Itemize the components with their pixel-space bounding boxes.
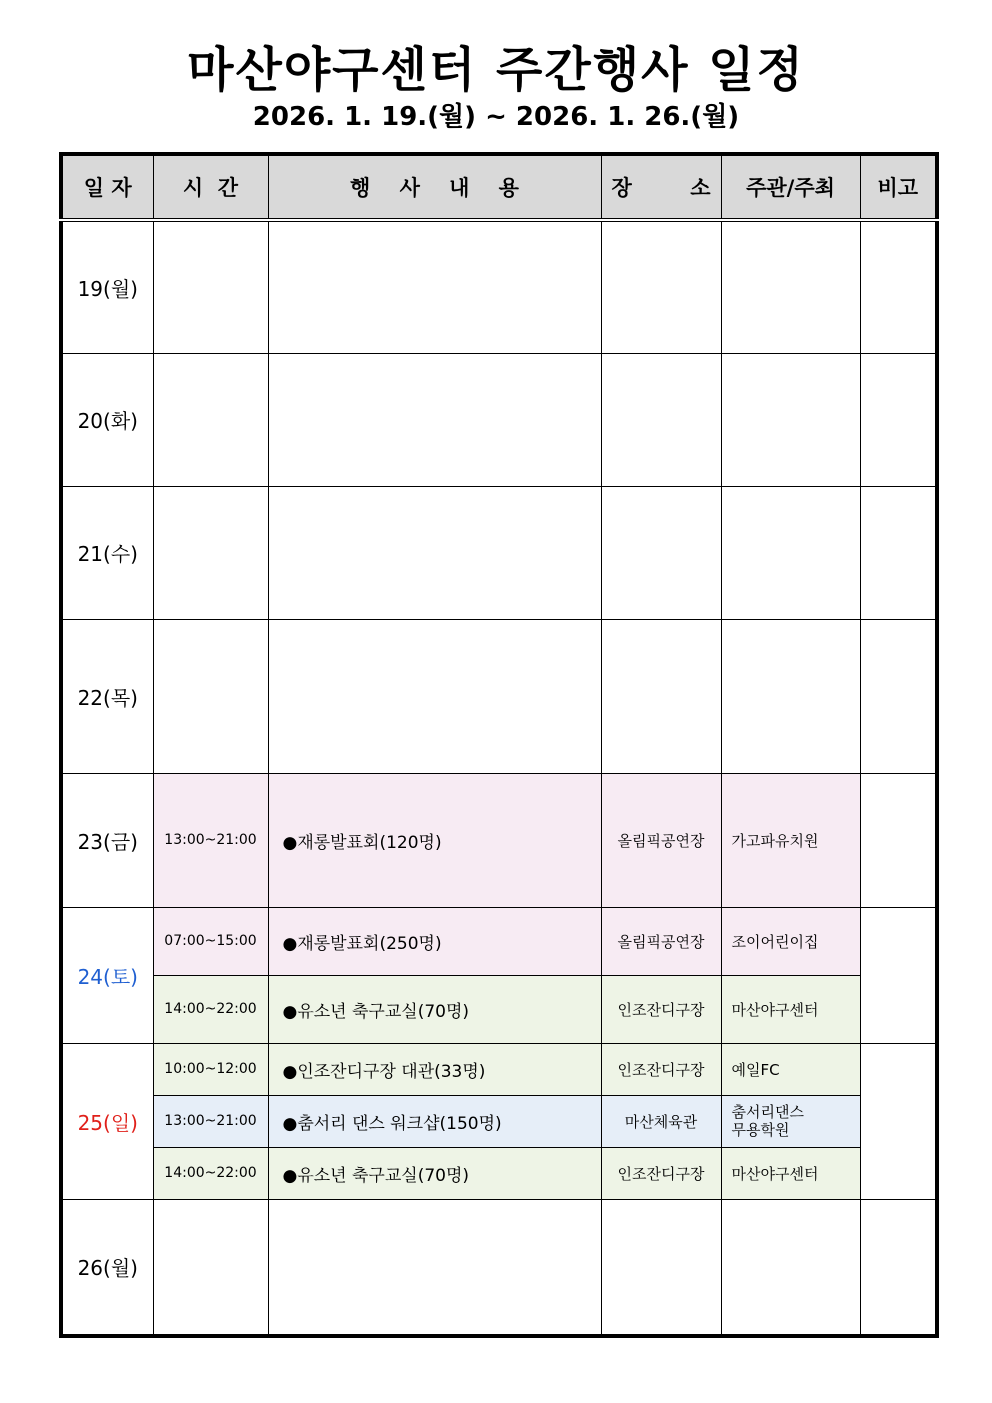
day-cell: 23(금) bbox=[61, 773, 153, 907]
day-cell: 22(목) bbox=[61, 619, 153, 773]
col-header-date: 일 자 bbox=[61, 154, 153, 220]
event-place: 인조잔디구장 bbox=[601, 1147, 721, 1199]
event-place: 인조잔디구장 bbox=[601, 1043, 721, 1095]
event-place: 올림픽공연장 bbox=[601, 773, 721, 907]
event-title: ●인조잔디구장 대관(33명) bbox=[268, 1043, 601, 1095]
day-cell: 26(월) bbox=[61, 1199, 153, 1336]
event-place: 마산체육관 bbox=[601, 1095, 721, 1147]
table-row bbox=[61, 486, 937, 619]
table-row bbox=[61, 1199, 937, 1336]
table-row bbox=[61, 773, 937, 907]
table-row bbox=[61, 1043, 937, 1095]
event-time: 13:00~21:00 bbox=[153, 1095, 268, 1147]
event-host: 예일FC bbox=[721, 1043, 860, 1095]
table-row bbox=[61, 975, 937, 1043]
event-title: ●재롱발표회(120명) bbox=[268, 773, 601, 907]
event-time: 07:00~15:00 bbox=[153, 907, 268, 975]
event-time: 10:00~12:00 bbox=[153, 1043, 268, 1095]
day-cell: 20(화) bbox=[61, 353, 153, 486]
day-cell: 25(일) bbox=[61, 1043, 153, 1199]
event-host: 마산야구센터 bbox=[721, 1147, 860, 1199]
table-row bbox=[61, 353, 937, 486]
event-host-line: 무용학원 bbox=[731, 1121, 790, 1139]
event-time: 14:00~22:00 bbox=[153, 1147, 268, 1199]
col-header-event: 행 사 내 용 bbox=[268, 154, 601, 220]
day-cell: 19(월) bbox=[61, 220, 153, 353]
date-range: 2026. 1. 19.(월) ~ 2026. 1. 26.(월) bbox=[252, 102, 740, 132]
event-title: ●유소년 축구교실(70명) bbox=[268, 975, 601, 1043]
document-title: 마산야구센터 주간행사 일정 bbox=[187, 42, 805, 98]
event-host-line: 춤서리댄스 bbox=[731, 1103, 804, 1121]
day-cell: 21(수) bbox=[61, 486, 153, 619]
event-time: 13:00~21:00 bbox=[153, 773, 268, 907]
table-row bbox=[61, 220, 937, 353]
event-title: ●재롱발표회(250명) bbox=[268, 907, 601, 975]
schedule-table bbox=[59, 152, 939, 1338]
table-row bbox=[61, 907, 937, 975]
event-host: 조이어린이집 bbox=[721, 907, 860, 975]
event-host bbox=[721, 1095, 860, 1147]
table-row bbox=[61, 1095, 937, 1147]
event-title: ●춤서리 댄스 워크샵(150명) bbox=[268, 1095, 601, 1147]
col-header-place: 장 소 bbox=[601, 154, 721, 220]
day-cell: 24(토) bbox=[61, 907, 153, 1043]
event-title: ●유소년 축구교실(70명) bbox=[268, 1147, 601, 1199]
col-header-note: 비고 bbox=[860, 154, 937, 220]
event-host: 마산야구센터 bbox=[721, 975, 860, 1043]
table-row bbox=[61, 1147, 937, 1199]
table-row bbox=[61, 619, 937, 773]
event-place: 인조잔디구장 bbox=[601, 975, 721, 1043]
event-place: 올림픽공연장 bbox=[601, 907, 721, 975]
event-host: 가고파유치원 bbox=[721, 773, 860, 907]
event-time: 14:00~22:00 bbox=[153, 975, 268, 1043]
header-row bbox=[61, 154, 937, 220]
col-header-host: 주관/주최 bbox=[721, 154, 860, 220]
col-header-time: 시 간 bbox=[153, 154, 268, 220]
